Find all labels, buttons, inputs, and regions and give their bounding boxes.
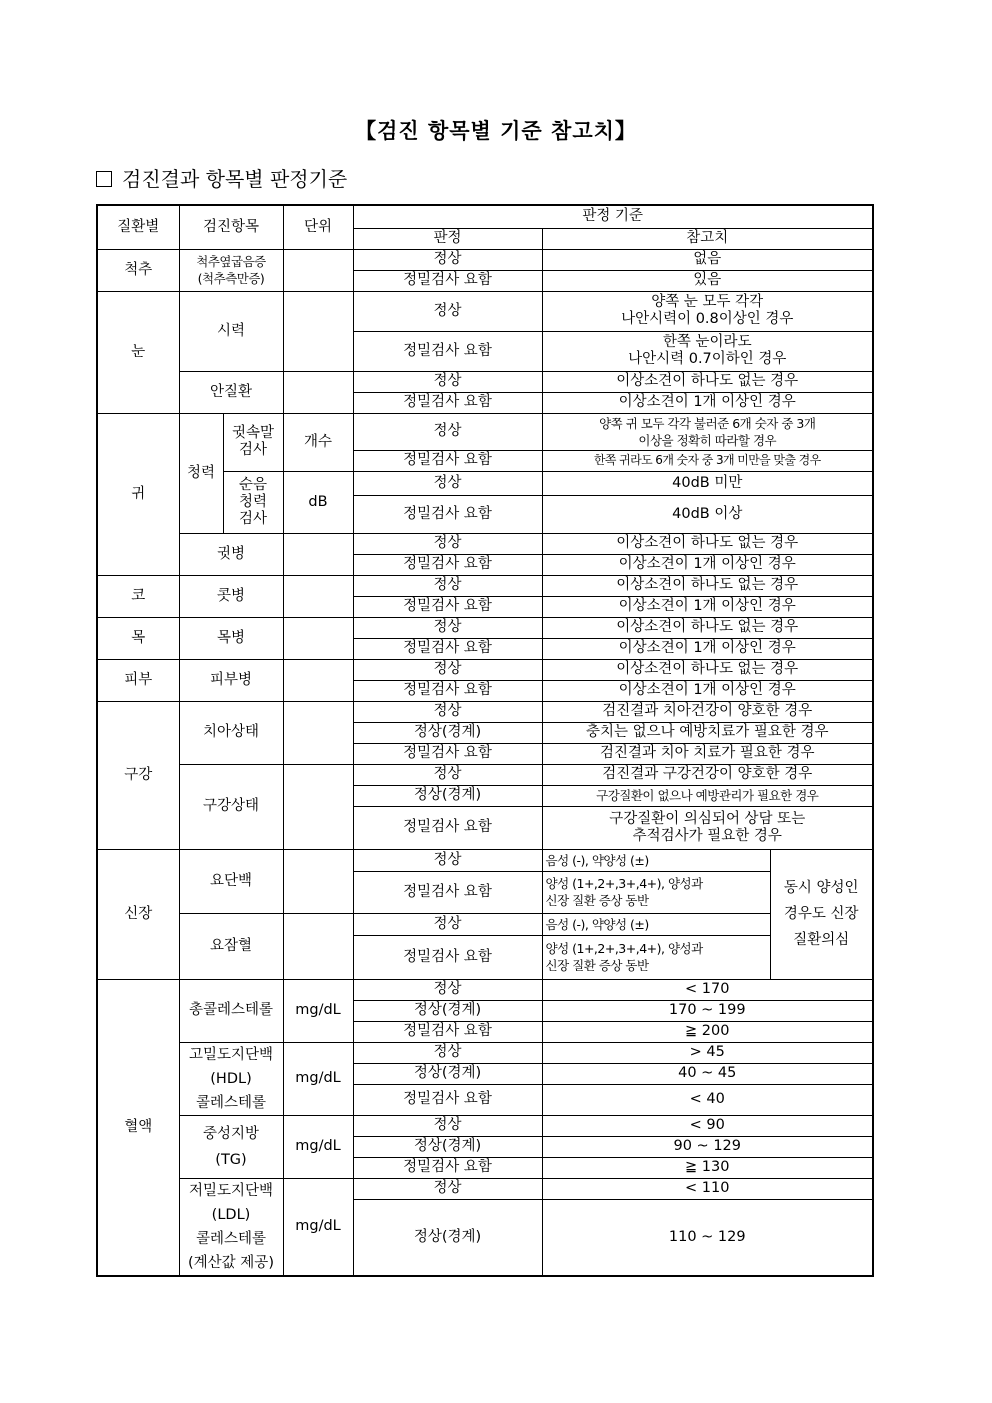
reference-text: 양쪽 눈 모두 각각: [651, 294, 764, 310]
item-text: 청력: [238, 493, 267, 510]
table-row: [97, 1178, 873, 1199]
note-text: 질환의심: [793, 932, 850, 948]
judgment-cell: 정상: [353, 575, 542, 596]
judgment-cell: 정상: [353, 1042, 542, 1063]
disease-blood: 혈액: [97, 979, 179, 1276]
reference-cell: < 90: [542, 1115, 873, 1136]
page-title: 【검진 항목별 기준 참고치】: [355, 119, 637, 143]
table-row: [97, 291, 873, 331]
disease-throat: 목: [97, 617, 179, 659]
unit-cell: [283, 575, 353, 617]
reference-cell: 이상소견이 1개 이상인 경우: [542, 638, 873, 659]
item-hearing: 청력: [179, 413, 223, 533]
reference-cell: 없음: [542, 249, 873, 270]
judgment-cell: 정상: [353, 979, 542, 1000]
judgment-cell: 정상: [353, 249, 542, 270]
section-subtitle: [96, 163, 347, 192]
judgment-cell: 정밀검사 요함: [353, 392, 542, 413]
judgment-cell: 정밀검사 요함: [353, 270, 542, 291]
item-scoliosis: [179, 249, 283, 291]
reference-cell: 이상소견이 1개 이상인 경우: [542, 392, 873, 413]
reference-cell: 이상소견이 하나도 없는 경우: [542, 533, 873, 554]
unit-cell: [283, 617, 353, 659]
judgment-cell: 정밀검사 요함: [353, 680, 542, 701]
table-row: [97, 764, 873, 785]
reference-text: 구강질환이 의심되어 상담 또는: [609, 810, 806, 827]
item-ear-disease: 귓병: [179, 533, 283, 575]
checkbox-square-icon: [96, 171, 112, 187]
unit-db: dB: [283, 471, 353, 533]
reference-cell: [542, 871, 770, 913]
item-throat-disease: 목병: [179, 617, 283, 659]
table-row: [97, 701, 873, 722]
reference-cell: [542, 331, 873, 371]
judgment-cell: 정상(경계): [353, 722, 542, 743]
item-text: 순음: [238, 476, 267, 493]
reference-text: 나안시력 0.7이하인 경우: [628, 351, 787, 367]
reference-cell: 있음: [542, 270, 873, 291]
unit-cell: [283, 371, 353, 413]
judgment-cell: 정상: [353, 701, 542, 722]
reference-cell: 이상소견이 하나도 없는 경우: [542, 617, 873, 638]
disease-kidney: 신장: [97, 849, 179, 979]
header-unit: 단위: [283, 205, 353, 249]
table-row: [97, 1115, 873, 1136]
item-pure-tone-test: [223, 471, 283, 533]
item-total-cholesterol: 총콜레스테롤: [179, 979, 283, 1042]
judgment-cell: 정상(경계): [353, 785, 542, 806]
header-item: 검진항목: [179, 205, 283, 249]
table-row: [97, 371, 873, 392]
item-text: 검사: [238, 442, 267, 458]
kidney-note: [770, 849, 873, 979]
item-text: (척추측만증): [197, 271, 265, 286]
reference-cell: [542, 291, 873, 331]
item-text: 검사: [238, 510, 267, 527]
item-text: (TG): [215, 1151, 247, 1168]
judgment-cell: 정상: [353, 913, 542, 935]
reference-cell: [542, 413, 873, 450]
reference-cell: 110 ~ 129: [542, 1199, 873, 1275]
reference-cell: [542, 806, 873, 849]
table-row: [97, 979, 873, 1000]
judgment-cell: 정상(경계): [353, 1199, 542, 1275]
header-judgment: 판정: [353, 228, 542, 249]
criteria-table: [96, 204, 874, 1277]
item-ldl-cholesterol: [179, 1178, 283, 1276]
table-row: [97, 659, 873, 680]
item-triglyceride: [179, 1115, 283, 1178]
reference-cell: < 110: [542, 1178, 873, 1199]
judgment-cell: 정상: [353, 849, 542, 871]
table-row: [97, 249, 873, 270]
reference-cell: 이상소견이 하나도 없는 경우: [542, 575, 873, 596]
reference-cell: 이상소견이 1개 이상인 경우: [542, 596, 873, 617]
reference-cell: 검진결과 구강건강이 양호한 경우: [542, 764, 873, 785]
reference-cell: ≧ 130: [542, 1157, 873, 1178]
judgment-cell: 정밀검사 요함: [353, 495, 542, 533]
item-text: 고밀도지단백: [188, 1046, 274, 1063]
table-row: [97, 1042, 873, 1063]
reference-cell: 40dB 이상: [542, 495, 873, 533]
item-text: (LDL): [211, 1206, 251, 1223]
judgment-cell: 정밀검사 요함: [353, 638, 542, 659]
note-text: 동시 양성인: [783, 880, 859, 896]
judgment-cell: 정상(경계): [353, 1063, 542, 1084]
item-text: (계산값 제공): [188, 1254, 274, 1271]
reference-cell: 40 ~ 45: [542, 1063, 873, 1084]
reference-cell: 90 ~ 129: [542, 1136, 873, 1157]
reference-cell: 이상소견이 1개 이상인 경우: [542, 680, 873, 701]
judgment-cell: 정상(경계): [353, 1136, 542, 1157]
reference-cell: 이상소견이 하나도 없는 경우: [542, 371, 873, 392]
table-row: [97, 413, 873, 450]
unit-cell: [283, 849, 353, 913]
unit-cell: [283, 701, 353, 764]
table-row: [97, 575, 873, 596]
unit-cell: [283, 913, 353, 979]
disease-eye: 눈: [97, 291, 179, 413]
table-row: [97, 913, 873, 935]
item-vision: 시력: [179, 291, 283, 371]
reference-cell: > 45: [542, 1042, 873, 1063]
judgment-cell: 정밀검사 요함: [353, 1085, 542, 1115]
header-criteria: 판정 기준: [353, 205, 873, 228]
item-text: 저밀도지단백: [188, 1182, 274, 1199]
reference-cell: 음성 (-), 약양성 (±): [542, 913, 770, 935]
reference-text: 한쪽 눈이라도: [662, 334, 752, 350]
reference-text: 이상을 정확히 따라할 경우: [638, 432, 777, 448]
header-disease: 질환별: [97, 205, 179, 249]
reference-cell: ≧ 200: [542, 1021, 873, 1042]
judgment-cell: 정밀검사 요함: [353, 1157, 542, 1178]
disease-oral: 구강: [97, 701, 179, 849]
reference-text: 나안시력이 0.8이상인 경우: [621, 311, 794, 327]
reference-cell: < 170: [542, 979, 873, 1000]
judgment-cell: 정밀검사 요함: [353, 743, 542, 764]
item-skin-disease: 피부병: [179, 659, 283, 701]
table-row: [97, 617, 873, 638]
reference-cell: 검진결과 치아건강이 양호한 경우: [542, 701, 873, 722]
unit-cell: [283, 659, 353, 701]
judgment-cell: 정밀검사 요함: [353, 331, 542, 371]
reference-cell: 이상소견이 하나도 없는 경우: [542, 659, 873, 680]
item-nose-disease: 콧병: [179, 575, 283, 617]
unit-mgdl: mg/dL: [283, 1178, 353, 1276]
judgment-cell: 정밀검사 요함: [353, 935, 542, 979]
judgment-cell: 정상(경계): [353, 1000, 542, 1021]
judgment-cell: 정밀검사 요함: [353, 871, 542, 913]
header-row: [97, 205, 873, 228]
disease-ear: 귀: [97, 413, 179, 575]
judgment-cell: 정상: [353, 291, 542, 331]
unit-cell: [283, 533, 353, 575]
item-eye-disease: 안질환: [179, 371, 283, 413]
reference-text: 양성 (1+,2+,3+,4+), 양성과: [545, 876, 703, 891]
reference-cell: 170 ~ 199: [542, 1000, 873, 1021]
reference-cell: [542, 935, 770, 979]
item-urine-blood: 요잠혈: [179, 913, 283, 979]
item-urine-protein: 요단백: [179, 849, 283, 913]
judgment-cell: 정밀검사 요함: [353, 450, 542, 471]
reference-text: 추적검사가 필요한 경우: [632, 827, 782, 844]
unit-mgdl: mg/dL: [283, 979, 353, 1042]
reference-text: 양쪽 귀 모두 각각 불러준 6개 숫자 중 3개: [599, 415, 816, 431]
judgment-cell: 정상: [353, 471, 542, 495]
item-whisper-test: [223, 413, 283, 471]
judgment-cell: 정상: [353, 1115, 542, 1136]
disease-spine: 척추: [97, 249, 179, 291]
item-hdl-cholesterol: [179, 1042, 283, 1115]
reference-text: 신장 질환 증상 동반: [545, 893, 649, 908]
unit-cell: [283, 291, 353, 371]
item-text: (HDL): [210, 1070, 252, 1087]
item-text: 귓속말: [231, 425, 275, 441]
table-row: [97, 849, 873, 871]
judgment-cell: 정상: [353, 659, 542, 680]
judgment-cell: 정밀검사 요함: [353, 554, 542, 575]
unit-cell: [283, 764, 353, 849]
unit-count: 개수: [283, 413, 353, 471]
reference-cell: 음성 (-), 약양성 (±): [542, 849, 770, 871]
judgment-cell: 정상: [353, 617, 542, 638]
reference-cell: 40dB 미만: [542, 471, 873, 495]
reference-cell: 검진결과 치아 치료가 필요한 경우: [542, 743, 873, 764]
judgment-cell: 정상: [353, 533, 542, 554]
subtitle-text: 검진결과 항목별 판정기준: [122, 167, 348, 191]
item-oral-state: 구강상태: [179, 764, 283, 849]
judgment-cell: 정밀검사 요함: [353, 806, 542, 849]
judgment-cell: 정상: [353, 764, 542, 785]
item-text: 콜레스테롤: [195, 1230, 267, 1247]
unit-cell: [283, 249, 353, 291]
reference-cell: < 40: [542, 1085, 873, 1115]
note-text: 경우도 신장: [783, 906, 859, 922]
reference-cell: 충치는 없으나 예방치료가 필요한 경우: [542, 722, 873, 743]
item-text: 중성지방: [202, 1125, 260, 1142]
item-text: 콜레스테롤: [195, 1094, 267, 1111]
unit-mgdl: mg/dL: [283, 1042, 353, 1115]
judgment-cell: 정밀검사 요함: [353, 1021, 542, 1042]
judgment-cell: 정상: [353, 413, 542, 450]
judgment-cell: 정밀검사 요함: [353, 596, 542, 617]
reference-cell: 한쪽 귀라도 6개 숫자 중 3개 미만을 맞출 경우: [542, 450, 873, 471]
item-text: 척추옆굽음증: [196, 254, 266, 269]
table-row: [97, 533, 873, 554]
judgment-cell: 정상: [353, 371, 542, 392]
judgment-cell: 정상: [353, 1178, 542, 1199]
disease-skin: 피부: [97, 659, 179, 701]
header-reference: 참고치: [542, 228, 873, 249]
reference-cell: 구강질환이 없으나 예방관리가 필요한 경우: [542, 785, 873, 806]
item-teeth: 치아상태: [179, 701, 283, 764]
reference-cell: 이상소견이 1개 이상인 경우: [542, 554, 873, 575]
unit-mgdl: mg/dL: [283, 1115, 353, 1178]
reference-text: 양성 (1+,2+,3+,4+), 양성과: [545, 941, 703, 956]
reference-text: 신장 질환 증상 동반: [545, 958, 649, 973]
disease-nose: 코: [97, 575, 179, 617]
